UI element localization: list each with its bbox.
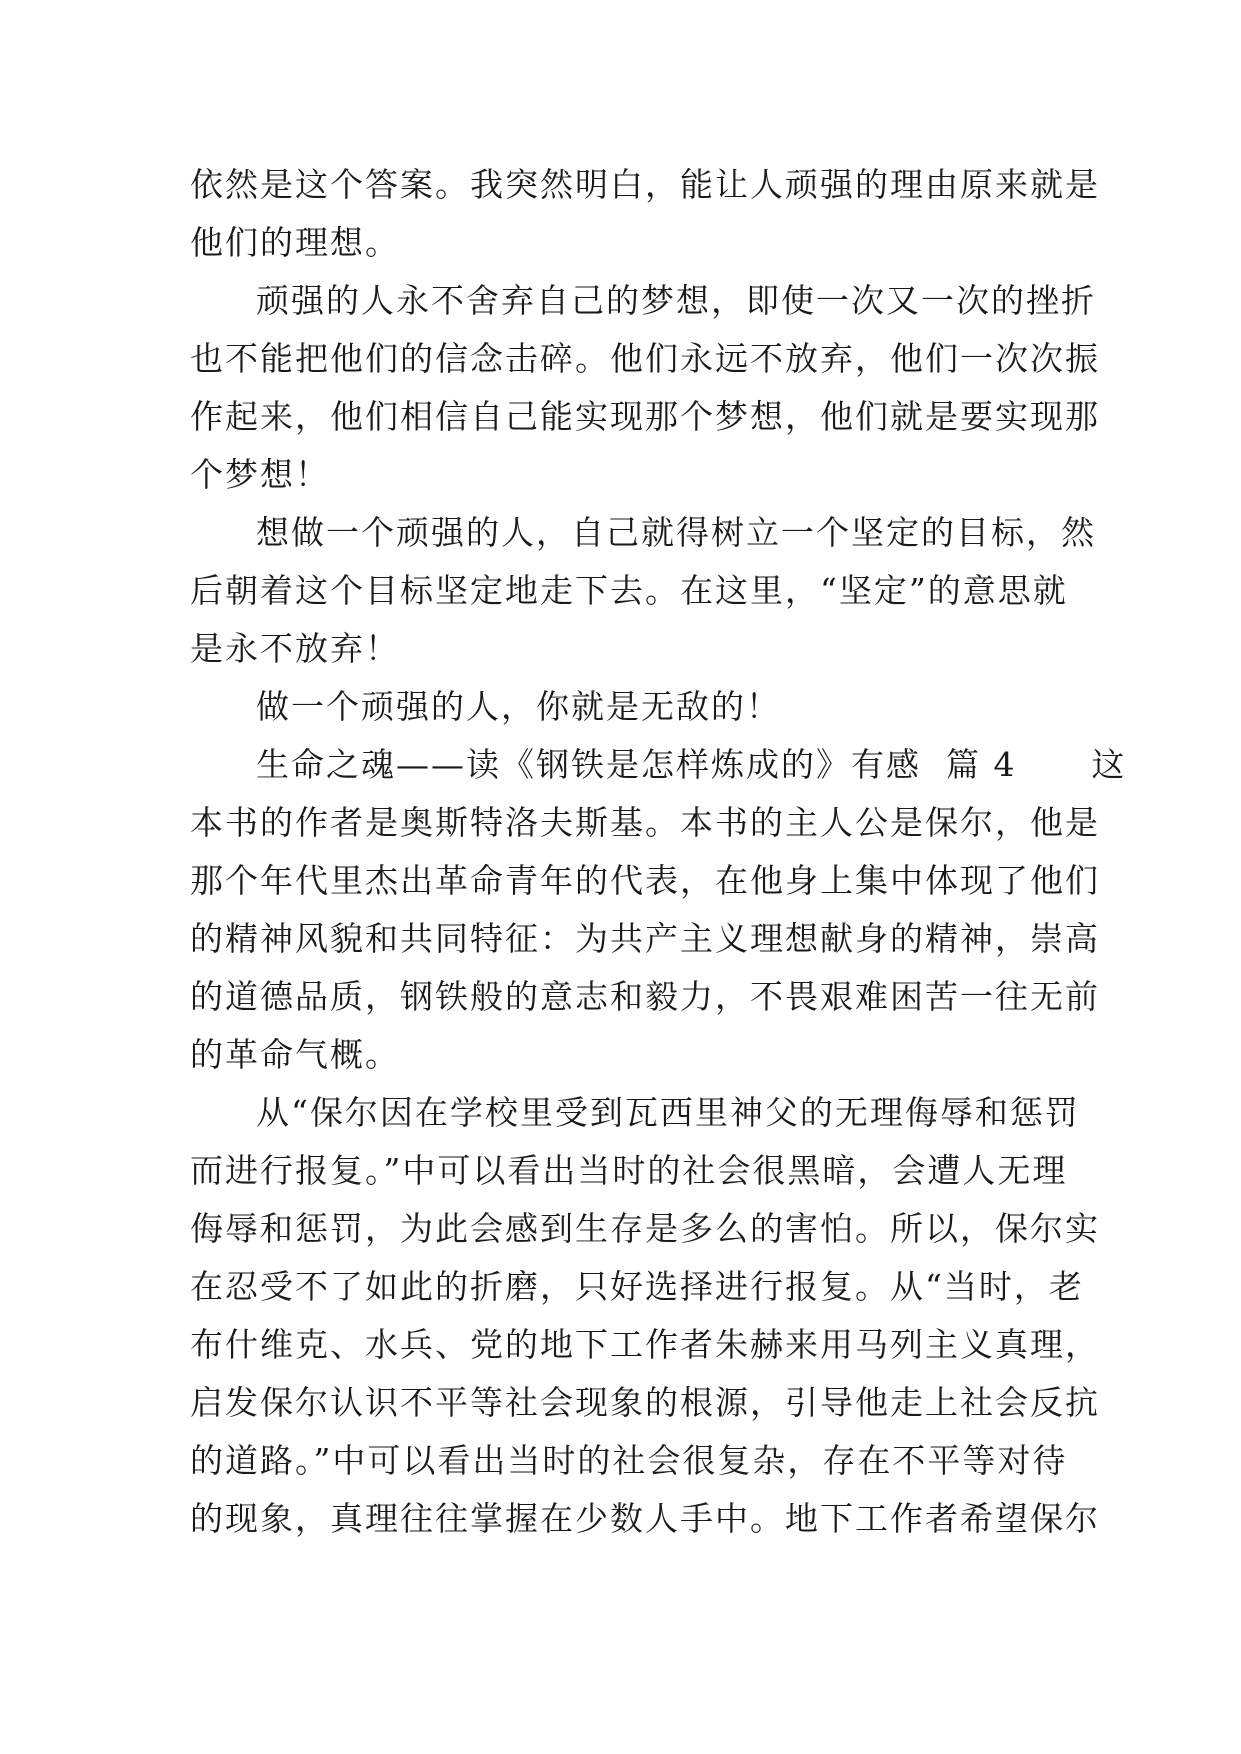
section-heading-line: 生命之魂——读《钢铁是怎样炼成的》有感 篇 4 这 <box>256 745 1127 784</box>
text-line: 也不能把他们的信念击碎。他们永远不放弃，他们一次次振 <box>190 339 1100 378</box>
text-line: 布什维克、水兵、党的地下工作者朱赫来用马列主义真理， <box>190 1325 1100 1364</box>
text-line: 的道路。”中可以看出当时的社会很复杂，存在不平等对待 <box>190 1441 1068 1480</box>
text-line: 他们的理想。 <box>190 223 400 262</box>
text-line: 依然是这个答案。我突然明白，能让人顽强的理由原来就是 <box>190 165 1100 204</box>
text-line: 做一个顽强的人，你就是无敌的！ <box>256 687 781 726</box>
text-line: 侮辱和惩罚，为此会感到生存是多么的害怕。所以，保尔实 <box>190 1209 1100 1248</box>
text-line: 顽强的人永不舍弃自己的梦想，即使一次又一次的挫折 <box>256 281 1096 320</box>
text-line: 启发保尔认识不平等社会现象的根源，引导他走上社会反抗 <box>190 1383 1100 1422</box>
text-line: 个梦想！ <box>190 455 330 494</box>
text-line: 是永不放弃！ <box>190 629 400 668</box>
text-line: 从“保尔因在学校里受到瓦西里神父的无理侮辱和惩罚 <box>256 1093 1080 1132</box>
text-line: 本书的作者是奥斯特洛夫斯基。本书的主人公是保尔，他是 <box>190 803 1100 842</box>
text-line: 的道德品质，钢铁般的意志和毅力，不畏艰难困苦一往无前 <box>190 977 1100 1016</box>
text-line: 在忍受不了如此的折磨，只好选择进行报复。从“当时，老 <box>190 1267 1084 1306</box>
text-line: 作起来，他们相信自己能实现那个梦想，他们就是要实现那 <box>190 397 1100 436</box>
text-line: 的精神风貌和共同特征：为共产主义理想献身的精神，崇高 <box>190 919 1100 958</box>
text-line: 后朝着这个目标坚定地走下去。在这里，“坚定”的意思就 <box>190 571 1068 610</box>
text-line: 想做一个顽强的人，自己就得树立一个坚定的目标，然 <box>256 513 1096 552</box>
text-line: 的现象，真理往往掌握在少数人手中。地下工作者希望保尔 <box>190 1499 1100 1538</box>
text-line: 而进行报复。”中可以看出当时的社会很黑暗，会遭人无理 <box>190 1151 1068 1190</box>
text-line: 那个年代里杰出革命青年的代表，在他身上集中体现了他们 <box>190 861 1100 900</box>
text-line: 的革命气概。 <box>190 1035 400 1074</box>
body-text <box>190 156 1127 1548</box>
